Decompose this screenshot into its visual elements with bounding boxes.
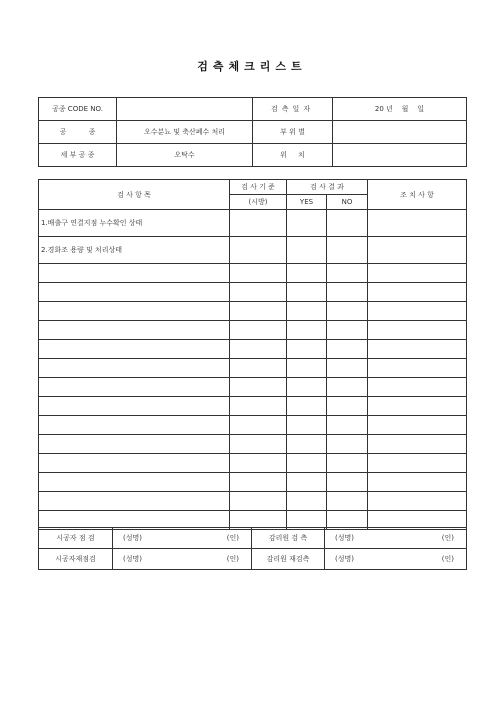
part-value[interactable] bbox=[333, 121, 467, 144]
action-cell[interactable] bbox=[368, 210, 467, 237]
signature-table bbox=[38, 527, 467, 570]
info-row bbox=[39, 144, 467, 167]
action-cell[interactable] bbox=[368, 283, 467, 302]
yes-cell[interactable] bbox=[287, 359, 327, 378]
info-table bbox=[38, 97, 467, 167]
contractor-check-sign[interactable] bbox=[113, 528, 252, 549]
standard-cell[interactable] bbox=[230, 454, 287, 473]
header-result: 검 사 결 과 bbox=[287, 180, 368, 195]
no-cell[interactable] bbox=[327, 454, 368, 473]
no-cell[interactable] bbox=[327, 264, 368, 283]
supervisor-recheck-sign[interactable] bbox=[325, 549, 467, 570]
yes-cell[interactable] bbox=[287, 397, 327, 416]
table-row bbox=[39, 264, 467, 283]
standard-cell[interactable] bbox=[230, 473, 287, 492]
yes-cell[interactable] bbox=[287, 435, 327, 454]
checklist-table bbox=[38, 179, 467, 530]
header-item: 검 사 항 목 bbox=[39, 180, 230, 210]
check-item: 2.경화조 용량 및 처리상태 bbox=[39, 237, 230, 264]
check-item[interactable] bbox=[39, 302, 230, 321]
standard-cell[interactable] bbox=[230, 359, 287, 378]
location-label: 위 치 bbox=[253, 144, 333, 167]
standard-cell[interactable] bbox=[230, 416, 287, 435]
check-item[interactable] bbox=[39, 473, 230, 492]
check-item[interactable] bbox=[39, 264, 230, 283]
table-row bbox=[39, 340, 467, 359]
no-cell[interactable] bbox=[327, 321, 368, 340]
work-type-label: 공 종 bbox=[39, 121, 117, 144]
contractor-recheck-sign[interactable] bbox=[113, 549, 252, 570]
supervisor-recheck-label: 감리원 재검측 bbox=[252, 549, 325, 570]
header-no: NO bbox=[327, 195, 368, 210]
header-row bbox=[39, 180, 467, 195]
yes-cell[interactable] bbox=[287, 237, 327, 264]
yes-cell[interactable] bbox=[287, 473, 327, 492]
standard-cell[interactable] bbox=[230, 321, 287, 340]
standard-cell[interactable] bbox=[230, 210, 287, 237]
standard-cell[interactable] bbox=[230, 340, 287, 359]
code-label: 공종 CODE NO. bbox=[39, 98, 117, 121]
standard-cell[interactable] bbox=[230, 397, 287, 416]
check-item[interactable] bbox=[39, 435, 230, 454]
action-cell[interactable] bbox=[368, 340, 467, 359]
inspection-date-label: 검측일자 bbox=[253, 98, 333, 121]
supervisor-check-sign[interactable] bbox=[325, 528, 467, 549]
table-row bbox=[39, 397, 467, 416]
check-item[interactable] bbox=[39, 378, 230, 397]
action-cell[interactable] bbox=[368, 473, 467, 492]
table-row bbox=[39, 416, 467, 435]
table-row bbox=[39, 454, 467, 473]
code-value[interactable] bbox=[117, 98, 253, 121]
check-item[interactable] bbox=[39, 492, 230, 511]
standard-cell[interactable] bbox=[230, 283, 287, 302]
check-item: 1.배출구 연결지점 누수확인 상태 bbox=[39, 210, 230, 237]
action-cell[interactable] bbox=[368, 302, 467, 321]
header-standard-sub: (시방) bbox=[230, 195, 287, 210]
yes-cell[interactable] bbox=[287, 416, 327, 435]
sub-work-type-value[interactable]: 오탁수 bbox=[117, 144, 253, 167]
table-row bbox=[39, 210, 467, 237]
action-cell[interactable] bbox=[368, 378, 467, 397]
supervisor-check-label: 감리원 검 측 bbox=[252, 528, 325, 549]
header-yes: YES bbox=[287, 195, 327, 210]
no-cell[interactable] bbox=[327, 435, 368, 454]
check-item[interactable] bbox=[39, 397, 230, 416]
no-cell[interactable] bbox=[327, 416, 368, 435]
signature-row bbox=[39, 549, 467, 570]
check-item[interactable] bbox=[39, 416, 230, 435]
table-row bbox=[39, 283, 467, 302]
action-cell[interactable] bbox=[368, 237, 467, 264]
yes-cell[interactable] bbox=[287, 321, 327, 340]
yes-cell[interactable] bbox=[287, 302, 327, 321]
seal-label: (인) bbox=[441, 534, 454, 542]
table-row bbox=[39, 378, 467, 397]
work-type-value[interactable]: 오수분뇨 및 축산폐수 처리 bbox=[117, 121, 253, 144]
action-cell[interactable] bbox=[368, 454, 467, 473]
action-cell[interactable] bbox=[368, 397, 467, 416]
part-label: 부 위 별 bbox=[253, 121, 333, 144]
name-label: (성명) bbox=[335, 534, 354, 542]
signature-row bbox=[39, 528, 467, 549]
yes-cell[interactable] bbox=[287, 340, 327, 359]
name-label: (성명) bbox=[123, 534, 142, 542]
action-cell[interactable] bbox=[368, 264, 467, 283]
page-title: 검측체크리스트 bbox=[197, 60, 307, 73]
no-cell[interactable] bbox=[327, 378, 368, 397]
check-item[interactable] bbox=[39, 283, 230, 302]
check-item[interactable] bbox=[39, 359, 230, 378]
no-cell[interactable] bbox=[327, 210, 368, 237]
name-label: (성명) bbox=[335, 555, 354, 563]
name-label: (성명) bbox=[123, 555, 142, 563]
standard-cell[interactable] bbox=[230, 237, 287, 264]
contractor-recheck-label: 시공자재점검 bbox=[39, 549, 113, 570]
no-cell[interactable] bbox=[327, 283, 368, 302]
standard-cell[interactable] bbox=[230, 492, 287, 511]
no-cell[interactable] bbox=[327, 397, 368, 416]
seal-label: (인) bbox=[226, 555, 239, 563]
action-cell[interactable] bbox=[368, 359, 467, 378]
yes-cell[interactable] bbox=[287, 492, 327, 511]
check-item[interactable] bbox=[39, 321, 230, 340]
header-standard: 검 사 기 준 bbox=[230, 180, 287, 195]
table-row bbox=[39, 359, 467, 378]
info-row bbox=[39, 121, 467, 144]
yes-cell[interactable] bbox=[287, 264, 327, 283]
action-cell[interactable] bbox=[368, 321, 467, 340]
inspection-date-value[interactable]: 20 년 월 일 bbox=[333, 98, 467, 121]
no-cell[interactable] bbox=[327, 492, 368, 511]
standard-cell[interactable] bbox=[230, 264, 287, 283]
sub-work-type-label: 세 부 공 종 bbox=[39, 144, 117, 167]
action-cell[interactable] bbox=[368, 435, 467, 454]
yes-cell[interactable] bbox=[287, 378, 327, 397]
location-value[interactable] bbox=[333, 144, 467, 167]
seal-label: (인) bbox=[441, 555, 454, 563]
no-cell[interactable] bbox=[327, 359, 368, 378]
no-cell[interactable] bbox=[327, 237, 368, 264]
check-item[interactable] bbox=[39, 340, 230, 359]
standard-cell[interactable] bbox=[230, 435, 287, 454]
action-cell[interactable] bbox=[368, 416, 467, 435]
yes-cell[interactable] bbox=[287, 454, 327, 473]
table-row bbox=[39, 435, 467, 454]
standard-cell[interactable] bbox=[230, 302, 287, 321]
standard-cell[interactable] bbox=[230, 378, 287, 397]
table-row bbox=[39, 492, 467, 511]
seal-label: (인) bbox=[226, 534, 239, 542]
table-row bbox=[39, 321, 467, 340]
contractor-check-label: 시공자 점 검 bbox=[39, 528, 113, 549]
action-cell[interactable] bbox=[368, 492, 467, 511]
no-cell[interactable] bbox=[327, 302, 368, 321]
check-item[interactable] bbox=[39, 454, 230, 473]
table-row bbox=[39, 302, 467, 321]
yes-cell[interactable] bbox=[287, 210, 327, 237]
table-row bbox=[39, 237, 467, 264]
no-cell[interactable] bbox=[327, 473, 368, 492]
header-action: 조 치 사 항 bbox=[368, 180, 467, 210]
no-cell[interactable] bbox=[327, 340, 368, 359]
table-row bbox=[39, 473, 467, 492]
yes-cell[interactable] bbox=[287, 283, 327, 302]
info-row bbox=[39, 98, 467, 121]
